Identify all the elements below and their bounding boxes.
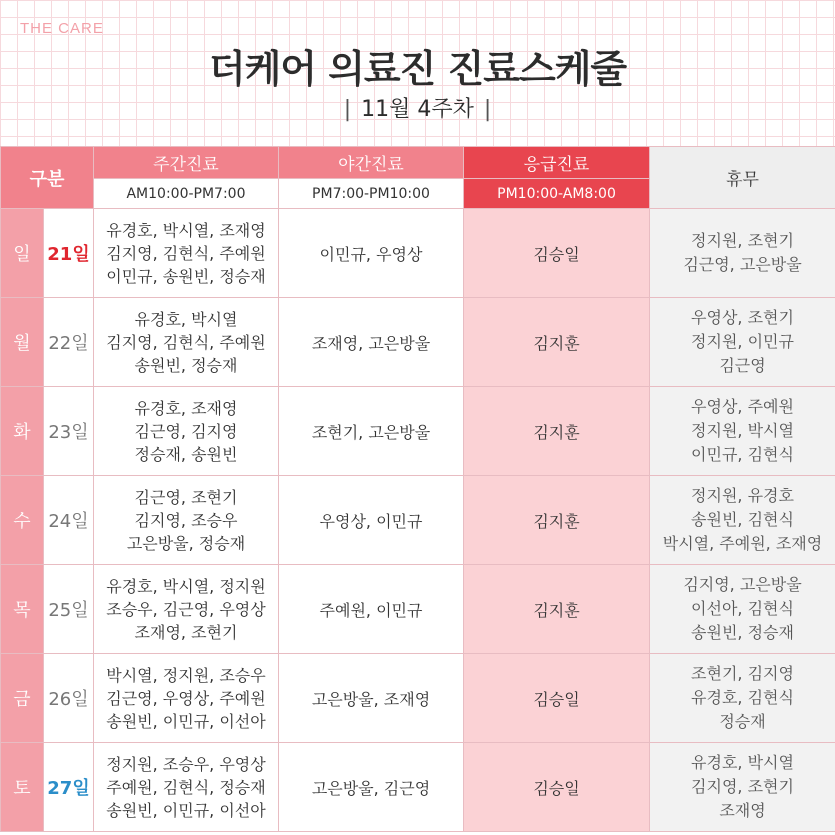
- off-cell: [650, 209, 835, 298]
- week-label: 11월 4주차: [361, 97, 474, 122]
- day-shift-line: 박시열, 정지원, 조승우: [106, 665, 266, 685]
- day-shift-line: 김근영, 우영상, 주예원: [106, 688, 266, 708]
- off-line: 이민규, 김현식: [691, 445, 794, 464]
- emergency-cell: 김지훈: [464, 476, 650, 565]
- date-cell: 23일: [44, 387, 94, 476]
- day-shift-line: 송원빈, 정승재: [134, 355, 238, 375]
- off-cell: [650, 298, 835, 387]
- day-shift-line: 조승우, 김근영, 우영상: [106, 599, 266, 619]
- weekday-cell: 화: [1, 387, 44, 476]
- day-shift-cell: [94, 476, 279, 565]
- day-shift-line: 유경호, 조재영: [134, 398, 238, 418]
- off-line: 정승재: [719, 712, 766, 731]
- day-shift-line: 김지영, 김현식, 주예원: [106, 243, 266, 263]
- day-shift-cell: [94, 298, 279, 387]
- weekday-cell: 목: [1, 565, 44, 654]
- emergency-cell: 김승일: [464, 209, 650, 298]
- off-line: 우영상, 주예원: [691, 397, 794, 416]
- off-line: 김지영, 고은방울: [683, 575, 802, 594]
- off-line: 정지원, 조현기: [691, 231, 794, 250]
- page-subtitle: [0, 92, 835, 123]
- off-line: 박시열, 주예원, 조재영: [662, 534, 823, 553]
- off-cell: [650, 565, 835, 654]
- subtitle-divider-right: |: [483, 97, 492, 122]
- schedule-row: [1, 298, 835, 387]
- off-line: 정지원, 이민규: [691, 332, 794, 351]
- day-shift-line: 송원빈, 이민규, 이선아: [106, 711, 266, 731]
- off-cell: [650, 654, 835, 743]
- off-line: 김근영: [719, 356, 766, 375]
- schedule-body: [1, 209, 835, 832]
- emergency-cell: 김승일: [464, 743, 650, 832]
- night-shift-cell: 조재영, 고은방울: [279, 298, 464, 387]
- off-line: 송원빈, 정승재: [691, 623, 794, 642]
- schedule-row: [1, 387, 835, 476]
- weekday-cell: 월: [1, 298, 44, 387]
- date-cell: 25일: [44, 565, 94, 654]
- day-shift-cell: [94, 387, 279, 476]
- night-shift-cell: 조현기, 고은방울: [279, 387, 464, 476]
- day-shift-line: 고은방울, 정승재: [126, 533, 246, 553]
- day-shift-cell: [94, 743, 279, 832]
- header-emergency: 응급진료: [464, 147, 650, 179]
- day-shift-line: 주예원, 김현식, 정승재: [106, 777, 266, 797]
- header-night-clinic: 야간진료: [279, 147, 464, 179]
- schedule-row: [1, 476, 835, 565]
- day-shift-line: 유경호, 박시열: [134, 309, 238, 329]
- page-title: 더케어 의료진 진료스케줄: [208, 47, 627, 91]
- off-line: 유경호, 김현식: [691, 688, 794, 707]
- night-shift-cell: 우영상, 이민규: [279, 476, 464, 565]
- emergency-cell: 김지훈: [464, 298, 650, 387]
- day-shift-line: 유경호, 박시열, 조재영: [106, 220, 266, 240]
- off-line: 유경호, 박시열: [691, 753, 794, 772]
- off-cell: [650, 476, 835, 565]
- date-cell: 24일: [44, 476, 94, 565]
- date-cell: 21일: [44, 209, 94, 298]
- day-shift-line: 정지원, 조승우, 우영상: [106, 754, 266, 774]
- off-line: 정지원, 유경호: [691, 486, 794, 505]
- night-shift-cell: 이민규, 우영상: [279, 209, 464, 298]
- off-line: 김지영, 조현기: [691, 777, 794, 796]
- day-shift-line: 송원빈, 이민규, 이선아: [106, 800, 266, 820]
- off-line: 이선아, 김현식: [691, 599, 794, 618]
- day-shift-line: 정승재, 송원빈: [134, 444, 238, 464]
- schedule-row: [1, 565, 835, 654]
- schedule-table: [0, 146, 835, 832]
- subtitle-divider-left: |: [343, 97, 352, 122]
- date-cell: 22일: [44, 298, 94, 387]
- date-cell: 26일: [44, 654, 94, 743]
- off-line: 우영상, 조현기: [691, 308, 794, 327]
- day-shift-line: 김근영, 김지영: [134, 421, 238, 441]
- weekday-cell: 일: [1, 209, 44, 298]
- off-line: 정지원, 박시열: [691, 421, 794, 440]
- day-shift-cell: [94, 654, 279, 743]
- day-shift-line: 유경호, 박시열, 정지원: [106, 576, 266, 596]
- brand-logo-text: THE CARE: [20, 20, 104, 37]
- off-line: 송원빈, 김현식: [691, 510, 794, 529]
- schedule-table-container: [0, 146, 835, 835]
- day-shift-line: 이민규, 송원빈, 정승재: [106, 266, 266, 286]
- off-line: 조재영: [719, 801, 766, 820]
- weekday-cell: 금: [1, 654, 44, 743]
- emergency-cell: 김지훈: [464, 387, 650, 476]
- header-night-time: PM7:00-PM10:00: [279, 179, 464, 209]
- day-shift-cell: [94, 209, 279, 298]
- day-shift-line: 김지영, 김현식, 주예원: [106, 332, 266, 352]
- emergency-cell: 김승일: [464, 654, 650, 743]
- emergency-cell: 김지훈: [464, 565, 650, 654]
- header-day-time: AM10:00-PM7:00: [94, 179, 279, 209]
- night-shift-cell: 고은방울, 조재영: [279, 654, 464, 743]
- off-cell: [650, 743, 835, 832]
- header-day-clinic: 주간진료: [94, 147, 279, 179]
- night-shift-cell: 고은방울, 김근영: [279, 743, 464, 832]
- schedule-row: [1, 209, 835, 298]
- date-cell: 27일: [44, 743, 94, 832]
- header-category: 구분: [1, 147, 94, 209]
- off-line: 조현기, 김지영: [691, 664, 794, 683]
- day-shift-line: 김근영, 조현기: [134, 487, 238, 507]
- header-emergency-time: PM10:00-AM8:00: [464, 179, 650, 209]
- night-shift-cell: 주예원, 이민규: [279, 565, 464, 654]
- day-shift-cell: [94, 565, 279, 654]
- schedule-row: [1, 654, 835, 743]
- day-shift-line: 조재영, 조현기: [134, 622, 238, 642]
- day-shift-line: 김지영, 조승우: [134, 510, 238, 530]
- off-line: 김근영, 고은방울: [683, 255, 802, 274]
- weekday-cell: 수: [1, 476, 44, 565]
- weekday-cell: 토: [1, 743, 44, 832]
- header-off: 휴무: [650, 147, 835, 209]
- off-cell: [650, 387, 835, 476]
- schedule-row: [1, 743, 835, 832]
